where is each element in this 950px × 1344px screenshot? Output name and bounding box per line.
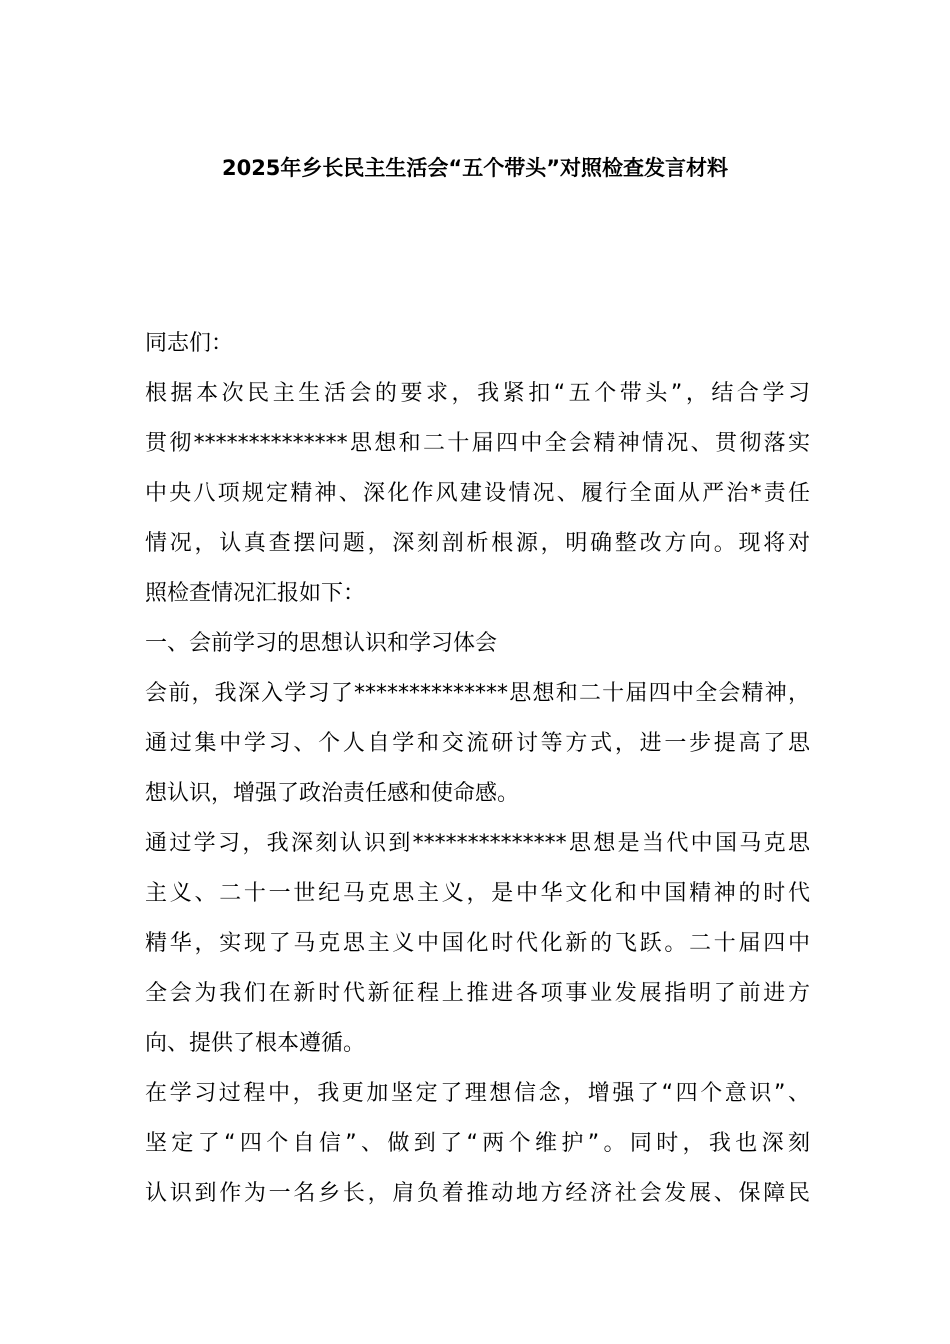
salutation-line: 同志们：: [145, 331, 234, 356]
paragraph-line: 全会为我们在新时代新征程上推进各项事业发展指明了前进方: [145, 981, 810, 1006]
paragraph-line: 情况，认真查摆问题，深刻剖析根源，明确整改方向。现将对: [145, 531, 810, 556]
paragraph-line: 贯彻**************思想和二十届四中全会精神情况、贯彻落实: [145, 431, 810, 456]
paragraph-line: 通过学习，我深刻认识到**************思想是当代中国马克思: [145, 831, 810, 856]
paragraph-line: 会前，我深入学习了**************思想和二十届四中全会精神，: [145, 681, 810, 706]
paragraph-line: 向、提供了根本遵循。: [145, 1031, 366, 1056]
paragraph-line: 坚定了“四个自信”、做到了“两个维护”。同时，我也深刻: [145, 1131, 810, 1156]
section-heading: 一、会前学习的思想认识和学习体会: [145, 631, 498, 656]
paragraph-line: 照检查情况汇报如下：: [145, 581, 366, 606]
paragraph-line: 中央八项规定精神、深化作风建设情况、履行全面从严治*责任: [145, 481, 810, 506]
paragraph-line: 根据本次民主生活会的要求，我紧扣“五个带头”，结合学习: [145, 381, 810, 406]
paragraph-line: 想认识，增强了政治责任感和使命感。: [145, 781, 520, 806]
paragraph-line: 主义、二十一世纪马克思主义，是中华文化和中国精神的时代: [145, 881, 810, 906]
document-title: 2025年乡长民主生活会“五个带头”对照检查发言材料: [221, 156, 729, 180]
paragraph-line: 精华，实现了马克思主义中国化时代化新的飞跃。二十届四中: [145, 931, 810, 956]
paragraph-line: 认识到作为一名乡长，肩负着推动地方经济社会发展、保障民: [145, 1181, 810, 1206]
paragraph-line: 通过集中学习、个人自学和交流研讨等方式，进一步提高了思: [145, 731, 810, 756]
paragraph-line: 在学习过程中，我更加坚定了理想信念，增强了“四个意识”、: [145, 1081, 811, 1106]
document-body: [145, 319, 810, 1219]
